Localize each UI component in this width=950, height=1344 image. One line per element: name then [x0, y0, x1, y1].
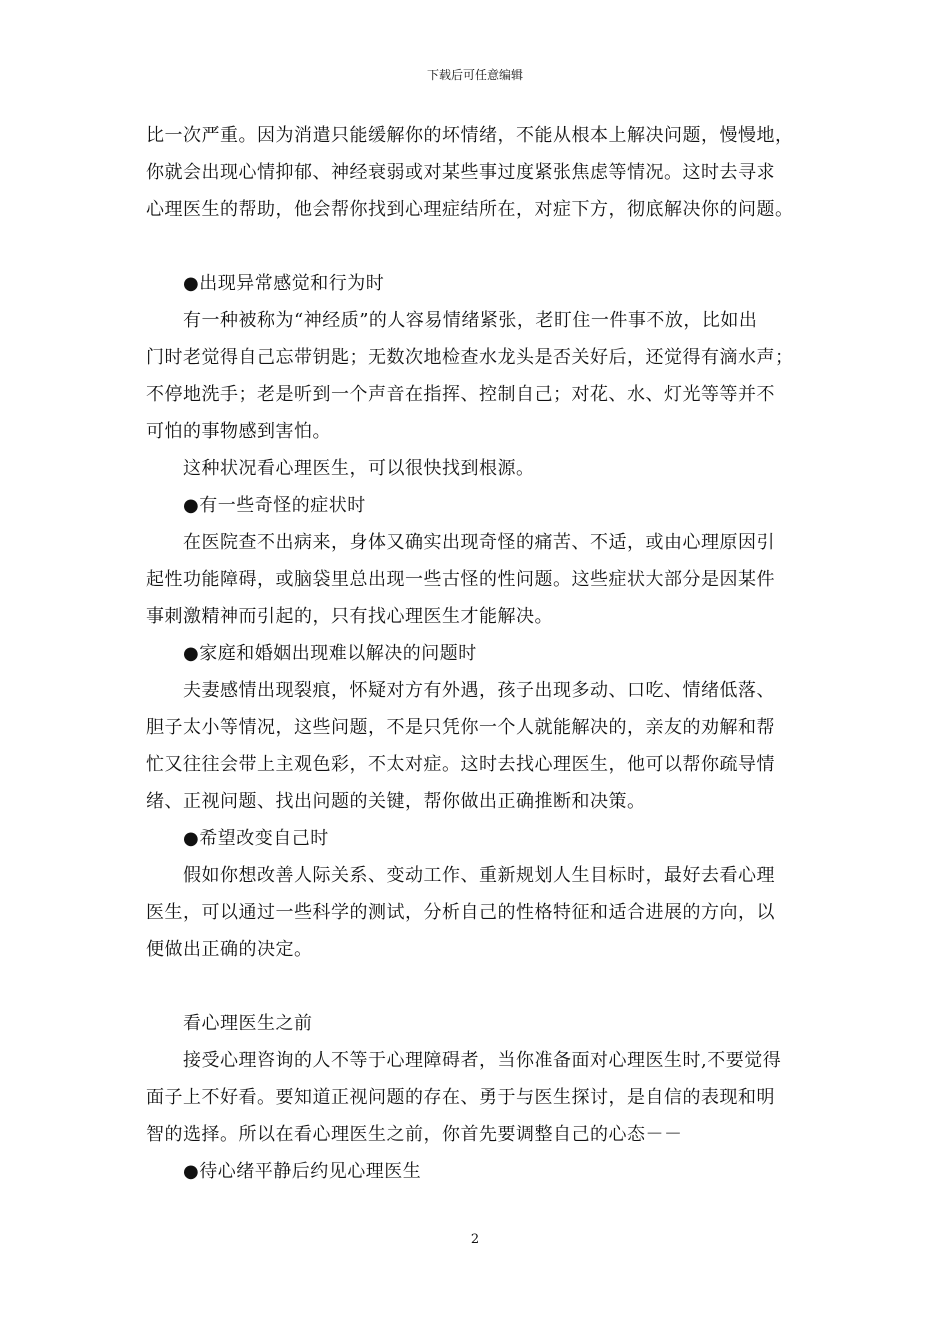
paragraph-line: 起性功能障碍，或脑袋里总出现一些古怪的性问题。这些症状大部分是因某件 — [146, 569, 775, 590]
section-heading: ●待心绪平静后约见心理医生 — [183, 1161, 422, 1182]
section-heading: ●希望改变自己时 — [183, 828, 329, 849]
paragraph-line: 门时老觉得自己忘带钥匙；无数次地检查水龙头是否关好后，还觉得有滴水声； — [146, 347, 794, 368]
paragraph-line: 心理医生的帮助，他会帮你找到心理症结所在，对症下方，彻底解决你的问题。 — [146, 199, 794, 220]
paragraph-line: 你就会出现心情抑郁、神经衰弱或对某些事过度紧张焦虑等情况。这时去寻求 — [146, 162, 775, 183]
paragraph-line: 接受心理咨询的人不等于心理障碍者，当你准备面对心理医生时,不要觉得 — [183, 1050, 782, 1071]
page-header: 下载后可任意编辑 — [426, 68, 523, 82]
paragraph-line: 智的选择。所以在看心理医生之前，你首先要调整自己的心态－－ — [146, 1124, 683, 1145]
paragraph-line: 事刺激精神而引起的，只有找心理医生才能解决。 — [146, 606, 553, 627]
paragraph-line: 忙又往往会带上主观色彩，不太对症。这时去找心理医生，他可以帮你疏导情 — [146, 754, 775, 775]
paragraph-line: 绪、正视问题、找出问题的关键，帮你做出正确推断和决策。 — [146, 791, 646, 812]
document-body — [146, 117, 816, 1190]
blank-line — [146, 228, 816, 265]
paragraph-line: 便做出正确的决定。 — [146, 939, 313, 960]
section-heading: 看心理医生之前 — [183, 1013, 313, 1034]
blank-line — [146, 968, 816, 1005]
paragraph-line: 面子上不好看。要知道正视问题的存在、勇于与医生探讨，是自信的表现和明 — [146, 1087, 775, 1108]
paragraph-line: 可怕的事物感到害怕。 — [146, 421, 331, 442]
page-number: 2 — [470, 1232, 480, 1247]
paragraph-line: 比一次严重。因为消遣只能缓解你的坏情绪，不能从根本上解决问题，慢慢地， — [146, 125, 794, 146]
paragraph-line: 不停地洗手；老是听到一个声音在指挥、控制自己；对花、水、灯光等等并不 — [146, 384, 775, 405]
paragraph-line: 胆子太小等情况，这些问题，不是只凭你一个人就能解决的，亲友的劝解和帮 — [146, 717, 775, 738]
paragraph-line: 假如你想改善人际关系、变动工作、重新规划人生目标时，最好去看心理 — [183, 865, 775, 886]
paragraph-line: 夫妻感情出现裂痕，怀疑对方有外遇，孩子出现多动、口吃、情绪低落、 — [183, 680, 775, 701]
paragraph-line: 在医院查不出病来，身体又确实出现奇怪的痛苦、不适，或由心理原因引 — [183, 532, 775, 553]
paragraph-line: 有一种被称为“神经质”的人容易情绪紧张，老盯住一件事不放，比如出 — [183, 310, 758, 331]
paragraph-line: 医生，可以通过一些科学的测试，分析自己的性格特征和适合进展的方向，以 — [146, 902, 775, 923]
section-heading: ●出现异常感觉和行为时 — [183, 273, 385, 294]
section-heading: ●有一些奇怪的症状时 — [183, 495, 366, 516]
section-heading: ●家庭和婚姻出现难以解决的问题时 — [183, 643, 477, 664]
paragraph-line: 这种状况看心理医生，可以很快找到根源。 — [183, 458, 535, 479]
